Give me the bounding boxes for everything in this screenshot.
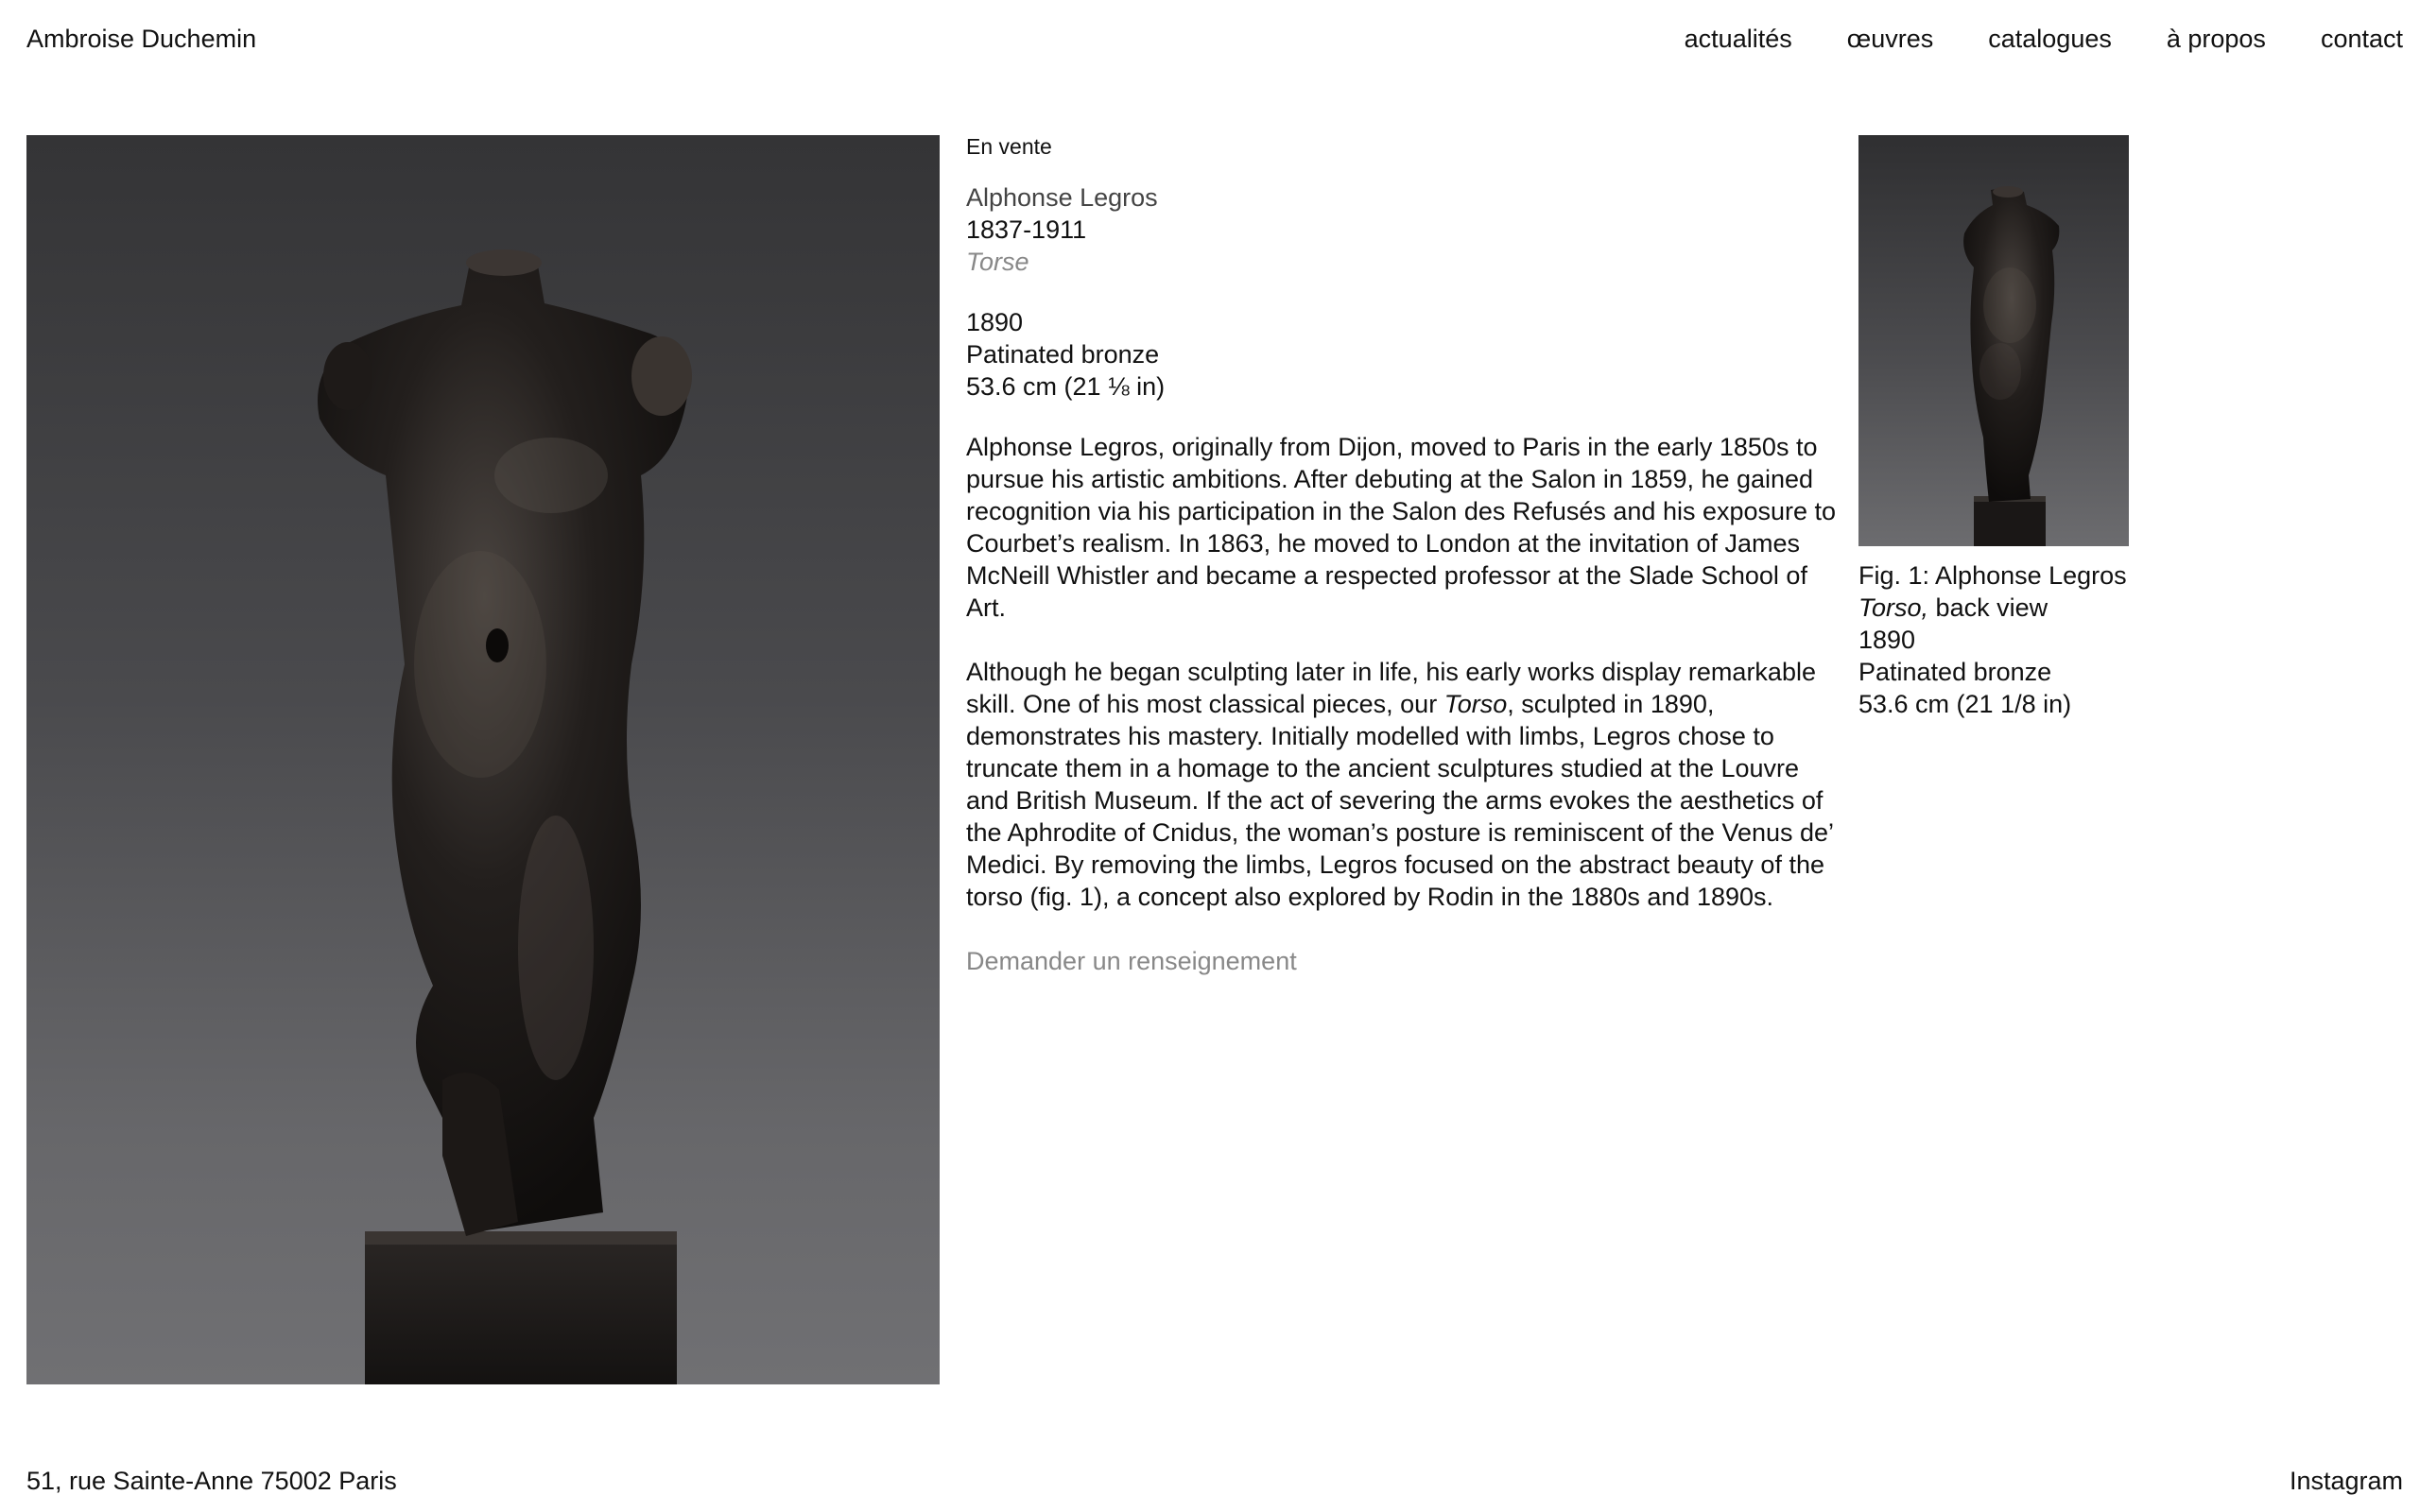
caption-title <box>1858 592 2129 624</box>
artwork-title: Torse <box>966 248 1029 276</box>
paragraph-2-text-a: Although he began sculpting later in life, his early works display remarkable skill. One of his most classical pieces, our <box>966 658 1816 718</box>
nav-a-propos[interactable]: à propos <box>2166 25 2266 53</box>
caption-year: 1890 <box>1858 626 1916 654</box>
artwork-year: 1890 <box>966 308 1024 336</box>
caption-title-rest: back view <box>1928 593 2048 622</box>
caption-medium: Patinated bronze <box>1858 658 2052 686</box>
main-nav <box>1685 19 2403 59</box>
caption-line-1: Fig. 1: Alphonse Legros <box>1858 561 2127 590</box>
artist-name: Alphonse Legros <box>966 183 1158 212</box>
sale-status: En vente <box>966 134 1052 159</box>
paragraph-2-text-b: , sculpted in 1890, demonstrates his mastery. Initially modelled with limbs, Legros chose to truncate them in a homage to the ancient sculptures studied at the Louvre and British Museum. If the act of severing the arms evokes the aesthetics of the Aphrodite of Cnidus, the woman’s posture is reminiscent of the Venus de’ Medici. By removing the limbs, Legros focused on the abstract beauty of the torso (fig. 1), a concept also explored by Rodin in the 1880s and 1890s. <box>966 690 1834 911</box>
artwork-identity <box>966 181 1841 278</box>
bronze-torso-front-illustration <box>26 135 940 1384</box>
caption-dimensions: 53.6 cm (21 1/8 in) <box>1858 690 2072 718</box>
figure-1-caption <box>1858 559 2129 720</box>
artwork-dimensions: 53.6 cm (21 ⅛ in) <box>966 372 1166 401</box>
nav-catalogues[interactable]: catalogues <box>1988 25 2112 53</box>
description-paragraph-2 <box>966 656 1841 913</box>
footer-address: 51, rue Sainte-Anne 75002 Paris <box>26 1467 397 1495</box>
caption-title-italic: Torso, <box>1858 593 1929 622</box>
enquire-link[interactable]: Demander un renseignement <box>966 947 1297 975</box>
artwork-details <box>966 130 1841 977</box>
figure-1 <box>1858 135 2129 720</box>
description-paragraph-1: Alphonse Legros, originally from Dijon, moved to Paris in the early 1850s to pursue his artistic ambitions. After debuting at the Salon in 1859, he gained recognition via his participation in the Salon des Refusés and his exposure to Courbet’s realism. In 1863, he moved to London at the invitation of James McNeill Whistler and became a respected professor at the Slade School of Art. <box>966 433 1837 622</box>
artwork-medium: Patinated bronze <box>966 340 1160 369</box>
artist-dates: 1837-1911 <box>966 215 1087 244</box>
nav-oeuvres[interactable]: œuvres <box>1846 25 1934 53</box>
brand-link[interactable]: Ambroise Duchemin <box>26 25 257 53</box>
paragraph-2-emphasis: Torso <box>1443 690 1508 718</box>
nav-actualites[interactable]: actualités <box>1684 25 1792 53</box>
nav-contact[interactable]: contact <box>2320 25 2403 53</box>
bronze-torso-back-illustration <box>1858 135 2129 546</box>
artwork-main-image[interactable] <box>26 135 940 1384</box>
instagram-link[interactable]: Instagram <box>2289 1467 2403 1495</box>
artwork-specs <box>966 306 1841 403</box>
figure-1-image[interactable] <box>1858 135 2129 546</box>
site-header <box>0 0 2420 85</box>
